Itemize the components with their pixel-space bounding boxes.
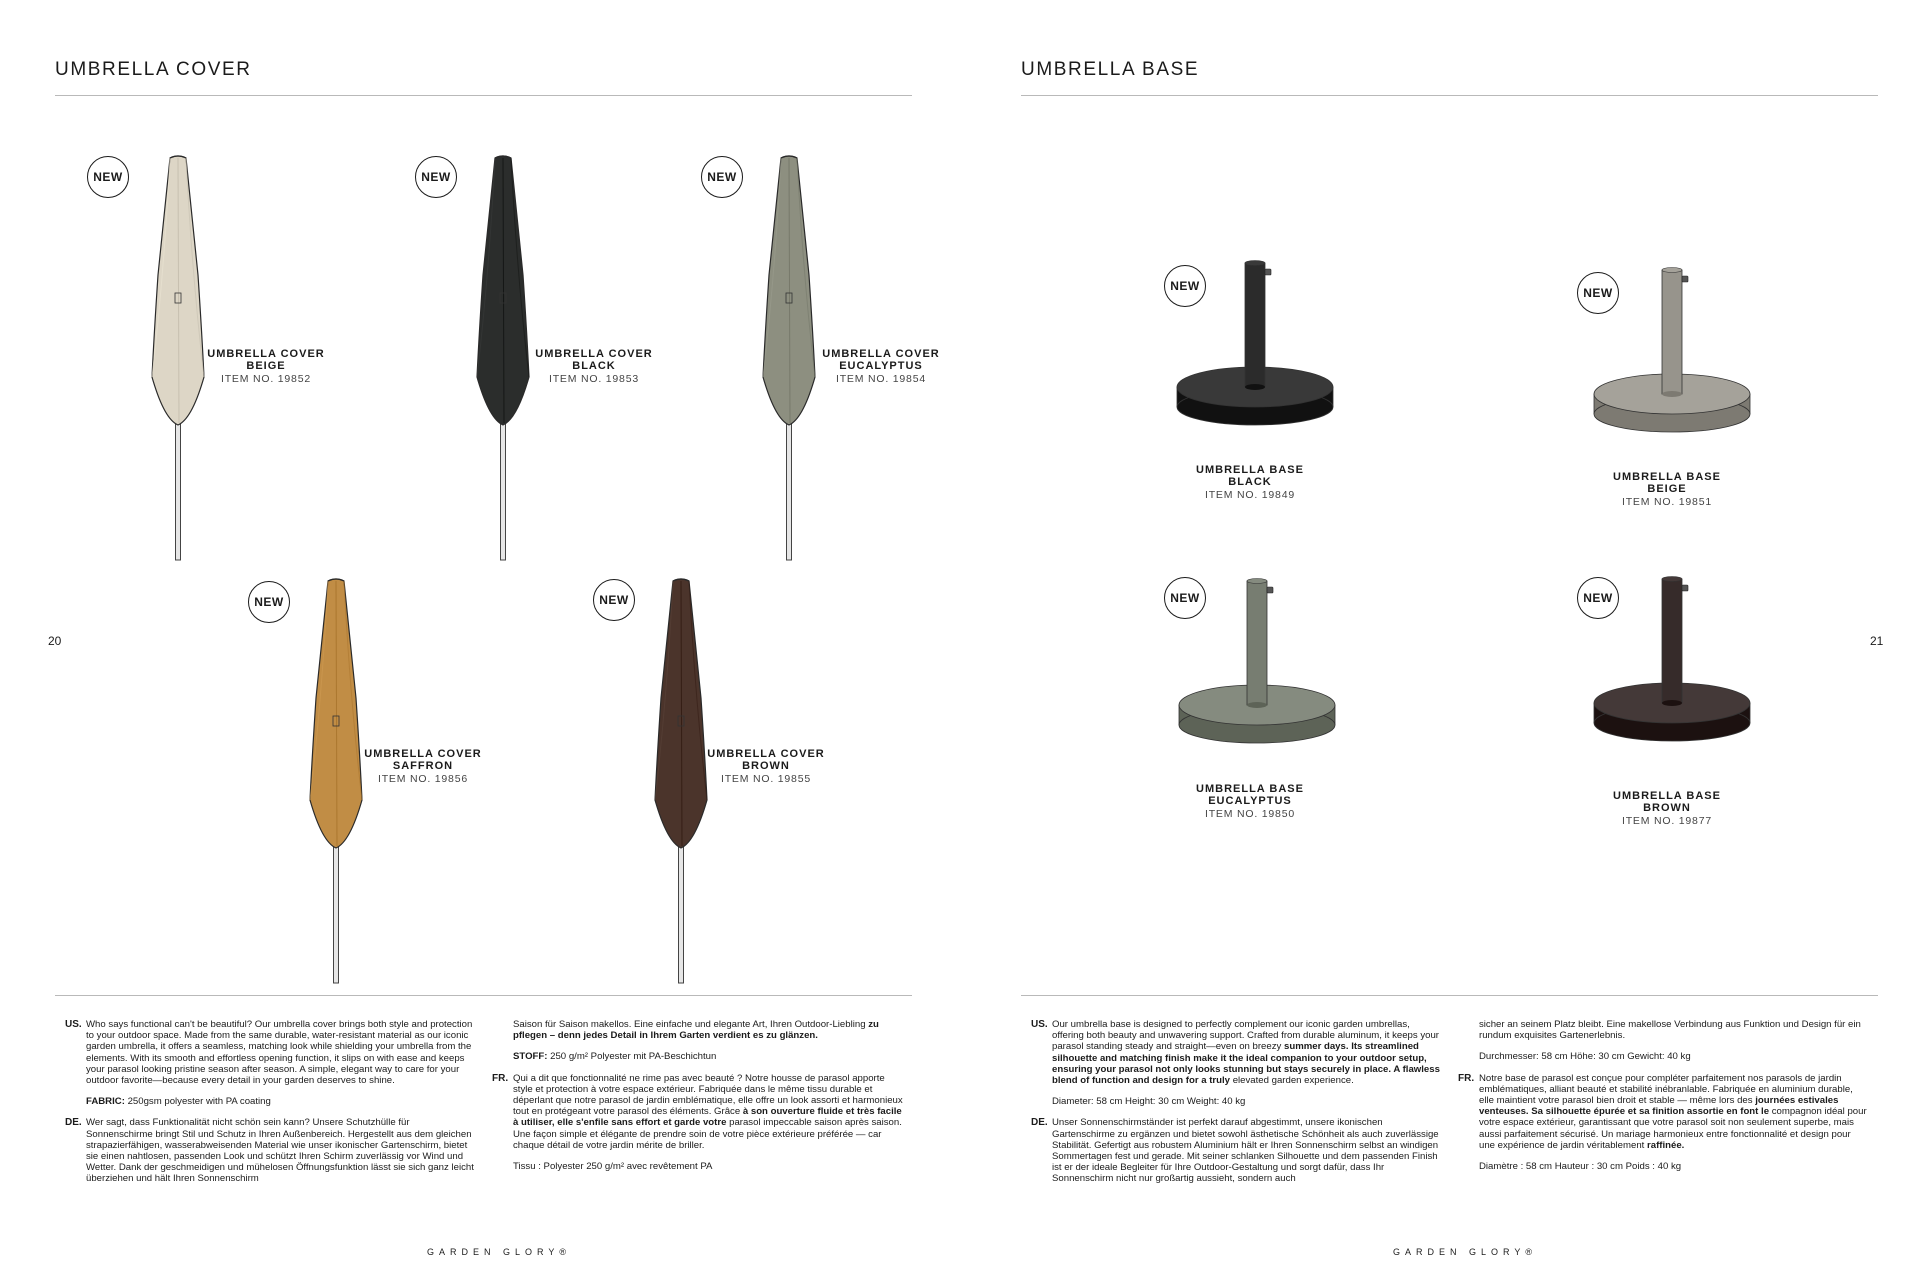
- product-name-line2: BEIGE: [246, 360, 286, 372]
- right-page-number: 21: [1870, 634, 1884, 648]
- lang-tag-de: DE.: [1031, 1117, 1048, 1129]
- product-label-base-black: [1180, 464, 1320, 501]
- right-text-column-1: [1031, 1019, 1442, 1195]
- left-text-column-2: [492, 1019, 903, 1182]
- left-text-divider: [55, 995, 912, 996]
- new-badge: NEW: [593, 579, 635, 621]
- tissu-value: Tissu : Polyester 250 g/m² avec revêtement PA: [513, 1161, 713, 1173]
- description-fr-emphasis: à son ouverture fluide et très facile à utiliser, elle s'enfile sans effort et garde votre: [513, 1106, 902, 1129]
- product-item-number: ITEM NO. 19855: [721, 773, 811, 785]
- product-item-number: ITEM NO. 19850: [1205, 808, 1295, 820]
- product-item-number: ITEM NO. 19849: [1205, 489, 1295, 501]
- specs-us: Diameter: 58 cm Height: 30 cm Weight: 40 kg: [1052, 1096, 1246, 1108]
- product-item-number: ITEM NO. 19856: [378, 773, 468, 785]
- product-name-line2: BLACK: [572, 360, 616, 372]
- new-badge: NEW: [1164, 265, 1206, 307]
- product-name-line1: UMBRELLA COVER: [707, 748, 825, 760]
- product-label-cover-black: [524, 348, 664, 385]
- new-badge: NEW: [248, 581, 290, 623]
- product-item-number: ITEM NO. 19851: [1622, 496, 1712, 508]
- description-fr-final: raffinée.: [1647, 1139, 1685, 1151]
- stoff-value: 250 g/m² Polyester mit PA-Beschichtun: [550, 1051, 717, 1063]
- description-fr: Notre base de parasol est conçue pour compléter parfaitement nos parasols de jardin emblématiques, alliant beauté et stabilité inébranlable. Fabriquée en aluminium durable, elle maintient votre parasol bien droit et stable — même lors des: [1479, 1072, 1853, 1107]
- product-item-number: ITEM NO. 19853: [549, 373, 639, 385]
- left-page-number: 20: [48, 634, 62, 648]
- description-fr-rest: parasol impeccable saison après saison. Une façon simple et élégante de prendre soin de votre pièce extérieure préférée — car chaque détail de votre jardin mérite de briller.: [513, 1117, 902, 1151]
- description-us-emphasis: summer days. Its streamlined silhouette and matching finish make it the ideal companion to your outdoor setup, ensuring your parasol not only looks stunning but stays securely in place. A flawless blend of function and design for a truly: [1052, 1041, 1440, 1087]
- description-de-emphasis: zu pflegen – denn jedes Detail in Ihrem Garten verdient es zu glänzen.: [513, 1019, 879, 1042]
- lang-tag-fr: FR.: [1458, 1072, 1475, 1084]
- umbrella-base-brown-image: [1582, 571, 1762, 751]
- product-name-line1: UMBRELLA BASE: [1613, 790, 1721, 802]
- product-name-line1: UMBRELLA COVER: [207, 348, 325, 360]
- umbrella-cover-eucalyptus-image: [759, 155, 819, 560]
- left-page-title: UMBRELLA COVER: [55, 59, 252, 80]
- description-us-rest: elevated garden experience.: [1232, 1075, 1354, 1087]
- product-name-line1: UMBRELLA COVER: [364, 748, 482, 760]
- description-de: Unser Sonnenschirmständer ist perfekt darauf abgestimmt, unsere ikonischen Gartenschirme zu ergänzen und bietet sowohl ästhetische Schönheit als auch zuverlässige Stabilität. Gefertigt aus robustem Aluminium hält er Ihren Sonnenschirm selbst an windigen Sommertagen fest und gerade. Mit seiner schlanken Silhouette und dem passenden Finish ist er der ideale Begleiter für Ihre Outdoor-Gestaltung und sorgt dafür, dass Ihr Sonnenschirm nicht nur großartig aussieht, sondern auch: [1052, 1117, 1439, 1185]
- new-badge: NEW: [1577, 577, 1619, 619]
- product-name-line1: UMBRELLA COVER: [822, 348, 940, 360]
- product-label-cover-saffron: [353, 748, 493, 785]
- description-de-continued: sicher an seinem Platz bleibt. Eine makellose Verbindung aus Funktion und Design für ein rundum exquisites Gartenerlebnis.: [1479, 1019, 1861, 1042]
- product-name-line1: UMBRELLA BASE: [1196, 464, 1304, 476]
- product-name-line1: UMBRELLA BASE: [1196, 783, 1304, 795]
- product-label-cover-brown: [696, 748, 836, 785]
- umbrella-base-black-image: [1165, 255, 1345, 435]
- product-name-line1: UMBRELLA BASE: [1613, 471, 1721, 483]
- umbrella-base-beige-image: [1582, 262, 1762, 442]
- right-footer-brand: GARDEN GLORY®: [1393, 1247, 1537, 1257]
- description-us: Who says functional can't be beautiful? Our umbrella cover brings both style and protection to your outdoor space. Made from the same durable, water-resistant material as our iconic garden umbrella, it offers a seamless, matching look while shielding your umbrella from the elements. With its smooth and effortless opening function, it slips on with ease and keeps your parasol looking pristine season after season. A simple, elegant way to care for your outdoor favorite—because every detail in your garden deserves to shine.: [86, 1019, 473, 1087]
- right-title-divider: [1021, 95, 1878, 96]
- product-name-line1: UMBRELLA COVER: [535, 348, 653, 360]
- product-name-line2: BROWN: [742, 760, 790, 772]
- product-item-number: ITEM NO. 19877: [1622, 815, 1712, 827]
- description-fr-emphasis: journées estivales venteuses. Sa silhouette épurée et sa finition assortie en font le: [1479, 1095, 1839, 1118]
- right-text-column-2: [1458, 1019, 1869, 1182]
- new-badge: NEW: [701, 156, 743, 198]
- new-badge: NEW: [87, 156, 129, 198]
- fabric-label: FABRIC:: [86, 1096, 125, 1108]
- new-badge: NEW: [415, 156, 457, 198]
- right-text-divider: [1021, 995, 1878, 996]
- product-name-line2: SAFFRON: [392, 760, 454, 772]
- lang-tag-us: US.: [1031, 1019, 1048, 1030]
- product-name-line2: BROWN: [1643, 802, 1691, 814]
- new-badge: NEW: [1164, 577, 1206, 619]
- product-name-line2: BLACK: [1228, 476, 1272, 488]
- stoff-label: STOFF:: [513, 1051, 548, 1063]
- product-name-line2: BEIGE: [1647, 483, 1687, 495]
- product-name-line2: EUCALYPTUS: [839, 360, 923, 372]
- lang-tag-us: US.: [65, 1019, 82, 1030]
- product-label-base-eucalyptus: [1180, 783, 1320, 820]
- fabric-value: 250gsm polyester with PA coating: [127, 1096, 271, 1108]
- left-title-divider: [55, 95, 912, 96]
- description-us: Our umbrella base is designed to perfectly complement our iconic garden umbrellas, offering both beauty and unwavering support. Crafted from durable aluminum, it keeps your parasol standing steady and straight—even on breezy: [1052, 1019, 1439, 1053]
- product-label-cover-eucalyptus: [811, 348, 951, 385]
- new-badge: NEW: [1577, 272, 1619, 314]
- right-page-title: UMBRELLA BASE: [1021, 59, 1200, 80]
- specs-fr: Diamètre : 58 cm Hauteur : 30 cm Poids : 40 kg: [1479, 1161, 1682, 1173]
- specs-de: Durchmesser: 58 cm Höhe: 30 cm Gewicht: 40 kg: [1479, 1051, 1691, 1063]
- umbrella-base-eucalyptus-image: [1167, 573, 1347, 753]
- lang-tag-fr: FR.: [492, 1072, 509, 1084]
- description-de-continued: Saison für Saison makellos. Eine einfache und elegante Art, Ihren Outdoor-Liebling: [513, 1019, 866, 1030]
- product-label-cover-beige: [196, 348, 336, 385]
- product-item-number: ITEM NO. 19854: [836, 373, 926, 385]
- product-label-base-brown: [1597, 790, 1737, 827]
- description-fr-rest: compagnon idéal pour votre espace extérieur, garantissant que votre parasol soit non seulement superbe, mais aussi parfaitement sécurisé. Un mariage harmonieux entre fonctionnalité et design pour une expérience de jardin véritablement: [1479, 1106, 1867, 1151]
- description-de: Wer sagt, dass Funktionalität nicht schön sein kann? Unsere Schutzhülle für Sonnenschirme bringt Stil und Schutz in Ihren Außenbereich. Hergestellt aus dem gleichen strapazierfähigen, wasserabweisenden Material wie unser ikonischer Gartenschirm, bietet sie einen nahtlosen, passenden Look und schützt Ihren Schirm zuverlässig vor Wind und Wetter. Dank der geschmeidigen und mühelosen Öffnungsfunktion lässt sie sich ganz leicht überziehen und hält Ihren Sonnenschirm: [86, 1117, 474, 1185]
- product-name-line2: EUCALYPTUS: [1208, 795, 1292, 807]
- lang-tag-de: DE.: [65, 1117, 82, 1129]
- description-fr: Qui a dit que fonctionnalité ne rime pas avec beauté ? Notre housse de parasol apporte style et protection à votre espace extérieur. Fabriquée dans le même tissu durable et déperlant que notre parasol de jardin emblématique, elle offre un look assorti et harmonieux tout en protégeant votre parasol des éléments. Grâce: [513, 1072, 903, 1118]
- product-item-number: ITEM NO. 19852: [221, 373, 311, 385]
- left-text-column-1: [65, 1019, 476, 1195]
- left-footer-brand: GARDEN GLORY®: [427, 1247, 571, 1257]
- product-label-base-beige: [1597, 471, 1737, 508]
